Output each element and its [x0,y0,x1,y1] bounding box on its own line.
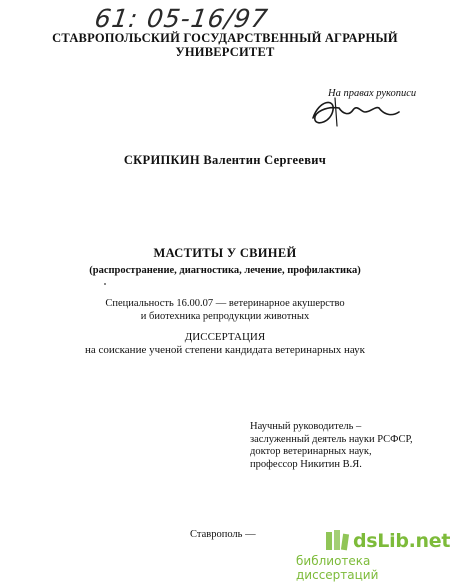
author-name: СКРИПКИН Валентин Сергеевич [123,153,327,167]
thesis-subtitle: (распространение, диагностика, лечение, профилактика) [89,265,361,276]
degree-line: на соискание ученой степени кандидата ветеринарных наук [84,344,366,356]
book-stack-icon [324,528,352,552]
university-line-2: УНИВЕРСИТЕТ [175,45,275,59]
rights-note: На правах рукописи [328,88,417,99]
speciality-line-2: и биотехника репродукции животных [140,311,310,322]
supervisor-line-1: Научный руководитель – [250,421,362,432]
watermark-tagline: библиотека диссертаций [296,554,379,582]
dissertation-label: ДИССЕРТАЦИЯ [184,331,266,343]
scan-speck [104,283,106,285]
supervisor-block [250,421,450,471]
city-year: Ставрополь — [190,529,256,540]
thesis-title: МАСТИТЫ У СВИНЕЙ [153,246,297,260]
speciality [0,297,450,323]
handwritten-signature [305,92,405,132]
watermark-logo: dsLib.net [353,530,450,552]
document-type [0,331,450,357]
supervisor-line-2: заслуженный деятель науки РСФСР, [250,433,413,445]
supervisor-line-3: доктор ветеринарных наук, [250,446,372,457]
university-line-1: СТАВРОПОЛЬСКИЙ ГОСУДАРСТВЕННЫЙ АГРАРНЫЙ [52,31,398,45]
supervisor-line-4: профессор Никитин В.Я. [250,458,362,470]
speciality-line-1: Специальность 16.00.07 — ветеринарное акушерство [105,298,345,309]
university-name [0,31,450,59]
handwritten-catalog-number: 61: 05-16/97 [92,4,271,33]
